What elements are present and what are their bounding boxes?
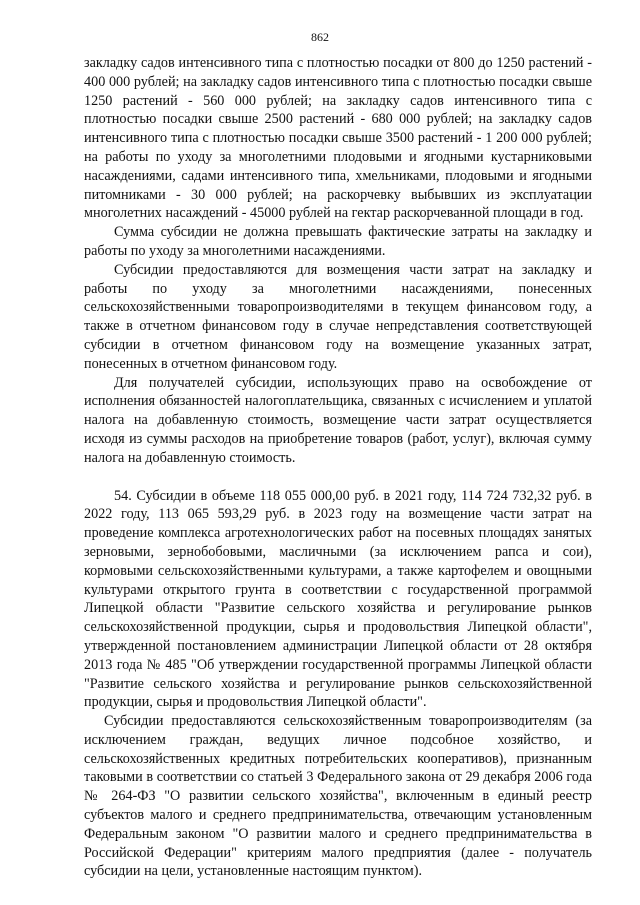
page-number: 862 (311, 30, 329, 44)
paragraph-vat-exemption: Для получателей субсидии, использующих право на освобождение от исполнения обязанностей налогоплательщика, связанных с исчислением и уплатой налога на добавленную стоимость, возмещение части затрат осуществляется исходя из суммы расходов на приобретение товаров (работ, услуг), включая сумму налога на добавленную стоимость. (84, 374, 592, 466)
paragraph-gap (84, 468, 592, 487)
paragraph-subsidy-purpose: Субсидии предоставляются для возмещения части затрат на закладку и работы по уходу за многолетними насаждениями, понесенных сельскохозяйственными товаропроизводителями в текущем финансовом году, а также в отчетном финансовом году в случае непредставления соответствующей субсидии в отчетном финансовом году на возмещение указанных затрат, понесенных в отчетном финансовом году. (84, 261, 592, 372)
document-body (84, 54, 592, 881)
paragraph-subsidy-limit: Сумма субсидии не должна превышать фактические затраты на закладку и работы по уходу за многолетними насаждениями. (84, 224, 592, 259)
paragraph-item-54: 54. Субсидии в объеме 118 055 000,00 руб. в 2021 году, 114 724 732,32 руб. в 2022 году, 113 065 593,29 руб. в 2023 году на возмещение части затрат на проведение комплекса агротехнологических работ на посевных площадях занятых зерновыми, зернобобовыми, масличными (за исключением рапса и сои), кормовыми сельскохозяйственными культурами, а также картофелем и овощными культурами открытого грунта в соответствии с государственной программой Липецкой области "Развитие сельского хозяйства и регулирование рынков сельскохозяйственной продукции, сырья и продовольствия Липецкой области", утвержденной постановлением администрации Липецкой области от 28 октября 2013 года № 485 "Об утверждении государственной программы Липецкой области "Развитие сельского хозяйства и регулирование рынков сельскохозяйственной продукции, сырья и продовольствия Липецкой области". (84, 487, 592, 711)
paragraph-planting-rates: закладку садов интенсивного типа с плотностью посадки от 800 до 1250 растений - 400 000 рублей; на закладку садов интенсивного типа с плотностью посадки свыше 1250 растений - 560 000 рублей; на закладку садов интенсивного типа с плотностью посадки свыше 2500 растений - 680 000 рублей; на закладку садов интенсивного типа с плотностью посадки свыше 3500 растений - 1 200 000 рублей; на работы по уходу за многолетними плодовыми и ягодными кустарниковыми насаждениями, садами интенсивного типа, хмельниками, плодовыми и ягодными питомниками - 30 000 рублей; на раскорчевку выбывших из эксплуатации многолетних насаждений - 45000 рублей на гектар раскорчеванной площади в год. (84, 55, 592, 222)
paragraph-recipients: Субсидии предоставляются сельскохозяйственным товаропроизводителям (за исключением граждан, ведущих личное подсобное хозяйство, и сельскохозяйственных кредитных потребительских кооперативов), признанным таковыми в соответствии со статьей 3 Федерального закона от 29 декабря 2006 года № 264-ФЗ "О развитии сельского хозяйства", включенным в единый реестр субъектов малого и среднего предпринимательства, отвечающим установленным Федеральным законом "О развитии малого и среднего предпринимательства в Российской Федерации" критериям малого предприятия (далее - получатель субсидии на цели, установленные настоящим пунктом). (84, 713, 592, 880)
